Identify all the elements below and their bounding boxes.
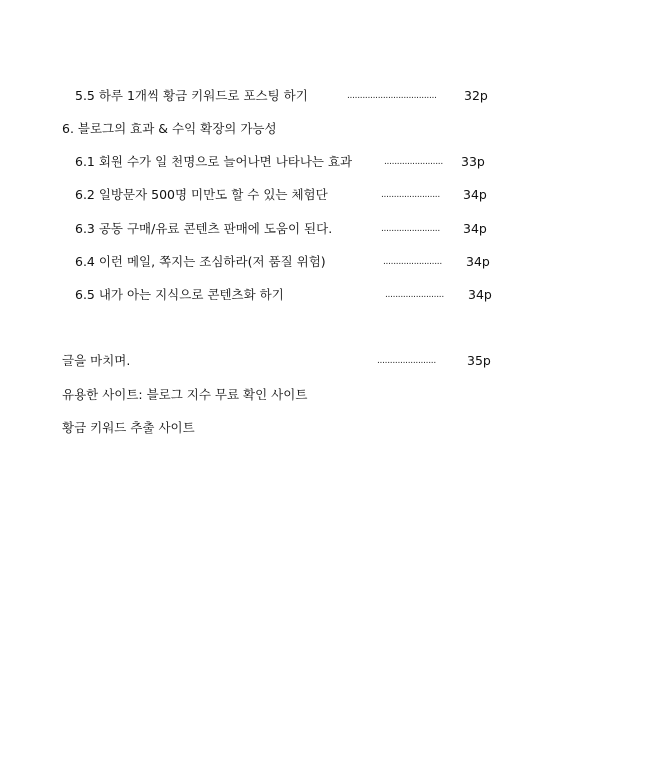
toc-entry-6-5	[0, 285, 655, 305]
toc-page-number: 35p	[467, 353, 491, 368]
toc-page-number: 34p	[463, 187, 487, 202]
toc-entry-6-1	[0, 152, 655, 172]
toc-entry-title: 황금 키워드 추출 사이트	[62, 420, 195, 435]
toc-entry-title: 글을 마치며.	[62, 353, 131, 368]
toc-page-number: 34p	[466, 254, 490, 269]
toc-chapter-6	[0, 119, 655, 139]
toc-entry-title: 6.3 공동 구매/유료 콘텐츠 판매에 도움이 된다.	[75, 221, 333, 236]
toc-page-number: 33p	[461, 154, 485, 169]
toc-entry-title: 유용한 사이트: 블로그 지수 무료 확인 사이트	[62, 387, 308, 402]
toc-leader-dots: .......................	[381, 224, 440, 234]
toc-entry-6-2	[0, 185, 655, 205]
toc-leader-dots: .......................	[377, 356, 436, 366]
toc-page-number: 34p	[468, 287, 492, 302]
toc-leader-dots: .......................	[384, 157, 443, 167]
toc-entry-title: 6.1 회원 수가 일 천명으로 늘어나면 나타나는 효과	[75, 154, 353, 169]
toc-keyword-sites	[0, 418, 655, 438]
toc-useful-sites	[0, 385, 655, 405]
toc-entry-closing	[0, 351, 655, 371]
toc-page-number: 34p	[463, 221, 487, 236]
toc-entry-6-3	[0, 219, 655, 239]
toc-leader-dots: ...................................	[347, 91, 437, 101]
toc-entry-title: 6.4 이런 메일, 쪽지는 조심하라(저 품질 위험)	[75, 254, 326, 269]
toc-leader-dots: .......................	[383, 257, 442, 267]
toc-leader-dots: .......................	[385, 290, 444, 300]
toc-leader-dots: .......................	[381, 190, 440, 200]
toc-entry-title: 5.5 하루 1개씩 황금 키워드로 포스팅 하기	[75, 88, 308, 103]
toc-entry-title: 6.2 일방문자 500명 미만도 할 수 있는 체험단	[75, 187, 328, 202]
toc-entry-6-4	[0, 252, 655, 272]
toc-entry-5-5	[0, 86, 655, 106]
toc-chapter-title: 6. 블로그의 효과 & 수익 확장의 가능성	[62, 121, 277, 136]
toc-entry-title: 6.5 내가 아는 지식으로 콘텐츠화 하기	[75, 287, 284, 302]
toc-page-number: 32p	[464, 88, 488, 103]
